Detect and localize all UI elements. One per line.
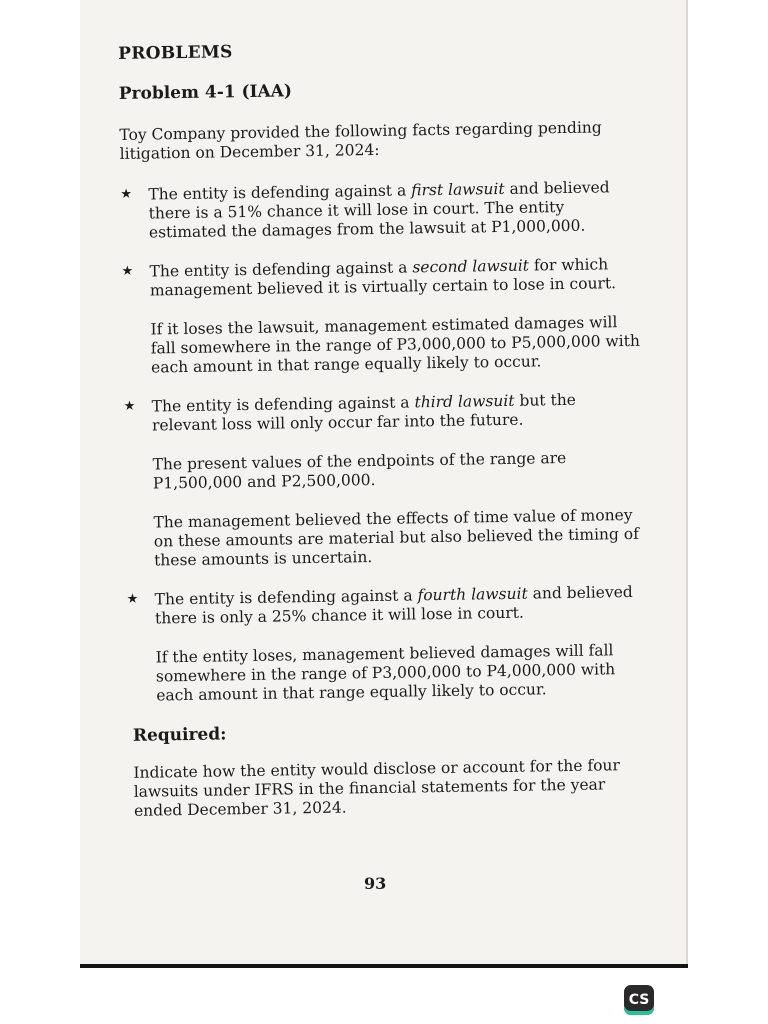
page-number: 93 (364, 874, 387, 893)
bullet-text: The entity is defending against a first lawsuit and believed there is a 51% chance it will lose in court. The entity estimated the damages from the lawsuit at P1,000,000. (148, 178, 610, 242)
fourth-lawsuit-detail: If the entity loses, management believed damages will fall somewhere in the range of P3,000,000 to P4,000,000 with each amount in that range equally likely to occur. (155, 641, 616, 705)
page-bottom-edge (80, 964, 688, 968)
bullet-star-icon: ★ (123, 398, 136, 414)
problem-title: Problem 4-1 (IAA) (118, 81, 293, 104)
required-heading: Required: (132, 724, 227, 746)
bullet-star-icon: ★ (120, 186, 133, 202)
section-title: PROBLEMS (118, 42, 233, 64)
bullet-third-lawsuit (124, 390, 645, 436)
second-lawsuit-detail: If it loses the lawsuit, management estimated damages will fall somewhere in the range of P3,000,000 to P5,000,000 with each amount in that range equally likely to occur. (150, 313, 641, 377)
bullet-text: The entity is defending against a second lawsuit for which management believed it is virtually certain to lose in court. (149, 255, 617, 300)
page-content (118, 36, 650, 821)
bullet-star-icon: ★ (126, 591, 139, 607)
camscanner-logo-icon: CS (624, 985, 654, 1015)
third-lawsuit-detail-1: The present values of the endpoints of the range are P1,500,000 and P2,500,000. (152, 449, 567, 493)
bullet-text: The entity is defending against a third lawsuit but the relevant loss will only occur far into the future. (151, 390, 577, 435)
bullet-second-lawsuit (121, 255, 642, 301)
required-text: Indicate how the entity would disclose or account for the four lawsuits under IFRS in the financial statements for the year ended December 31, 2024. (133, 756, 621, 820)
intro-paragraph: Toy Company provided the following facts regarding pending litigation on December 31, 2024: (119, 118, 602, 163)
bullet-fourth-lawsuit (127, 583, 648, 629)
bullet-first-lawsuit (120, 178, 641, 243)
bullet-text: The entity is defending against a fourth lawsuit and believed there is only a 25% chance it will lose in court. (154, 582, 633, 628)
third-lawsuit-detail-2: The management believed the effects of time value of money on these amounts are material but also believed the timing of these amounts is uncertain. (153, 505, 640, 570)
bullet-star-icon: ★ (121, 263, 134, 279)
